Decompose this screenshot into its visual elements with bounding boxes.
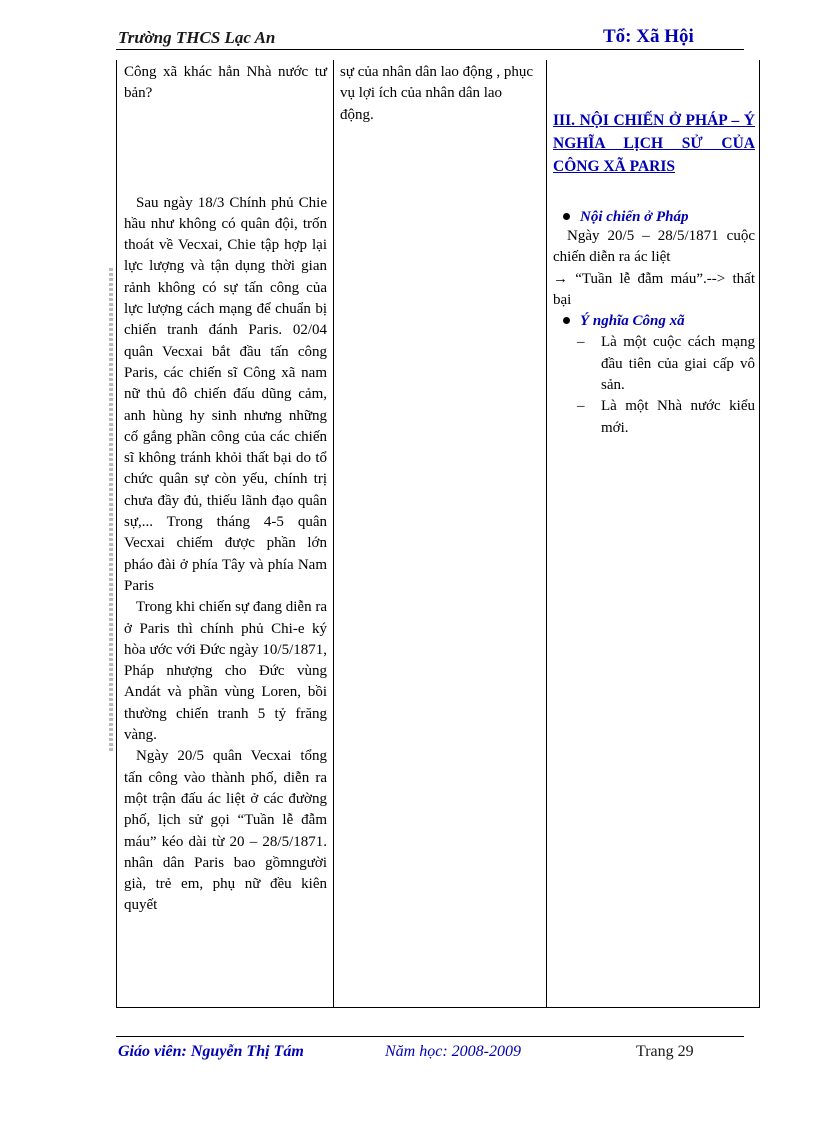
bullet-icon — [563, 317, 570, 324]
footer-rule — [116, 1036, 744, 1037]
dash-icon: – — [577, 398, 585, 415]
spacer — [124, 105, 327, 193]
answer-column — [334, 60, 547, 1008]
teacher-name: Giáo viên: Nguyễn Thị Tám — [118, 1043, 304, 1060]
list-item-text: Là một cuộc cách mạng đầu tiên của giai cấp vô sản. — [601, 334, 755, 394]
lesson-table — [116, 60, 760, 1008]
paragraph-civil-war: Sau ngày 18/3 Chính phủ Chie hầu như không có quân đội, trốn thoát về Vecxai, Chie tập hợp lại lực lượng và tận dụng thời gian rảnh không có sự tấn công của lực lượng cách mạng để chuẩn bị chiến tranh đánh Paris. 02/04 quân Vecxai bắt đầu tấn công Paris, các chiến sĩ Công xã nam nữ thủ đô chiến đấu dũng cảm, anh hùng hy sinh nhưng những cố gắng phần công của các chiến sĩ không tránh khỏi thất bại do tổ chức quân sự còn yếu, chính trị chưa đầy đủ, thiếu lãnh đạo quân sự,... Trong tháng 4-5 quân Vecxai chiếm được phần lớn pháo đài ở phía Tây và phía Nam Paris — [124, 194, 327, 594]
significance-list — [553, 332, 755, 438]
paragraph-peace-treaty: Trong khi chiến sự đang diễn ra ở Paris thì chính phủ Chi-e ký hòa ước với Đức ngày 10/5/1871, Pháp nhượng cho Đức vùng Andát và phần vùng Loren, bồi thường chiến tranh 5 tỷ frăng vàng. — [124, 599, 327, 744]
civil-war-result: → “Tuần lễ đẫm máu”.--> thất bại — [553, 270, 755, 308]
page-number: Trang 29 — [636, 1043, 694, 1060]
subheading-civil-war — [553, 209, 755, 226]
bullet-icon — [563, 213, 570, 220]
table-row — [117, 60, 760, 1008]
school-year: Năm học: 2008-2009 — [385, 1043, 521, 1060]
list-item — [553, 332, 755, 396]
dash-icon: – — [577, 334, 585, 351]
list-item — [553, 396, 755, 439]
lesson-content-column — [547, 60, 760, 1008]
subheading-label: Nội chiến ở Pháp — [580, 209, 689, 225]
header-rule — [116, 49, 744, 50]
department-name: Tổ: Xã Hội — [603, 26, 694, 47]
question-text: Công xã khác hẳn Nhà nước tư bản? — [124, 64, 327, 102]
civil-war-dates: Ngày 20/5 – 28/5/1871 cuộc chiến diễn ra ác liệt — [553, 228, 755, 266]
subheading-label: Ý nghĩa Công xã — [580, 313, 685, 330]
teacher-student-activity-column — [117, 60, 334, 1008]
school-name: Trường THCS Lạc An — [118, 28, 276, 47]
paragraph-bloody-week: Ngày 20/5 quân Vecxai tổng tấn công vào thành phố, diễn ra một trận đấu ác liệt ở các đường phố, lịch sử gọi “Tuần lễ đẫm máu” kéo dài từ 20 – 28/5/1871. nhân dân Paris bao gồmngười già, trẻ em, phụ nữ đều kiên quyết — [124, 748, 327, 914]
list-item-text: Là một Nhà nước kiểu mới. — [601, 398, 755, 436]
margin-scroll-marker — [109, 268, 113, 752]
subheading-significance — [553, 311, 755, 332]
section-title: III. NỘI CHIẾN Ở PHÁP – Ý NGHĨA LỊCH SỬ CỦA CÔNG XÃ PARIS — [553, 112, 755, 175]
answer-text: sự của nhân dân lao động , phục vụ lợi ích của nhân dân lao động. — [340, 64, 534, 123]
